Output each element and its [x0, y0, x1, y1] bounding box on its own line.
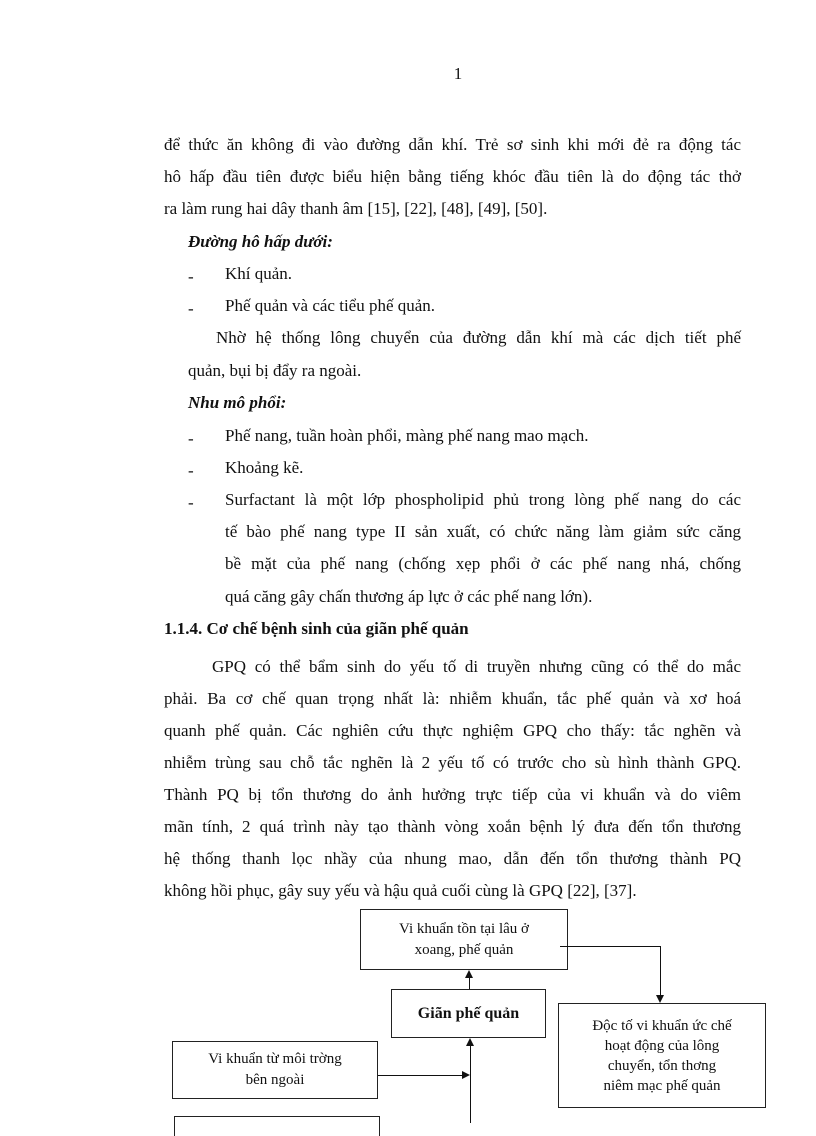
bullet-dash: -	[188, 299, 194, 318]
surfactant-line-4: quá căng gây chấn thương áp lực ở các phế nang lớn).	[225, 587, 593, 606]
page-number: 1	[453, 64, 463, 83]
box-top-line-2: xoang, phế quản	[414, 941, 514, 958]
box-right-line-1: Độc tố vi khuẩn ức chế	[592, 1017, 732, 1034]
para3-line-2: phải. Ba cơ chế quan trọng nhất là: nhiễm khuẩn, tắc phế quản và xơ hoá	[164, 689, 741, 708]
box-center-label: Giãn phế quản	[417, 1005, 520, 1022]
bullet-dash: -	[188, 267, 194, 286]
arrow-line	[378, 1075, 463, 1076]
para3-line-7: hệ thống thanh lọc nhầy của nhung mao, dẫn đến tổn thương thành PQ	[164, 849, 741, 868]
arrow-head-down	[656, 995, 664, 1003]
heading-lower-airway: Đường hô hấp dưới:	[188, 232, 333, 251]
section-heading: 1.1.4. Cơ chế bệnh sinh của giãn phế quản	[164, 619, 469, 638]
box-right-line-3: chuyển, tổn thơng	[607, 1057, 717, 1074]
lower-item-2: Phế quản và các tiểu phế quản.	[225, 296, 436, 315]
lower-item-1: Khí quản.	[225, 264, 293, 283]
bullet-dash: -	[188, 493, 194, 512]
arrow-line	[469, 977, 470, 989]
arrow-head-right	[462, 1071, 470, 1079]
arrow-line	[660, 946, 661, 996]
arrow-line	[470, 1046, 471, 1123]
diagram-box-bronchiectasis	[391, 989, 546, 1038]
diagram-box-external-bacteria	[172, 1041, 378, 1099]
para1-line-2: hô hấp đầu tiên được biểu hiện bằng tiếng khóc đầu tiên là do động tác thở	[164, 167, 741, 186]
para3-line-4: nhiễm trùng sau chỗ tắc nghẽn là 2 yếu tố có trước cho sù hình thành GPQ.	[164, 753, 741, 772]
nhu-item-2: Khoảng kẽ.	[225, 458, 304, 477]
para3-line-1: GPQ có thể bẩm sinh do yếu tố di truyền nhưng cũng có thể do mắc	[212, 657, 741, 676]
heading-parenchyma: Nhu mô phổi:	[188, 393, 287, 412]
box-left-line-2: bên ngoài	[245, 1072, 305, 1088]
para2-line-1: Nhờ hệ thống lông chuyển của đường dẫn khí mà các dịch tiết phế	[216, 328, 741, 347]
bullet-dash: -	[188, 461, 194, 480]
para3-line-3: quanh phế quản. Các nghiên cứu thực nghiệm GPQ cho thấy: tắc nghẽn và	[164, 721, 741, 740]
arrow-head-up	[465, 970, 473, 978]
para3-line-5: Thành PQ bị tổn thương do ảnh hưởng trực tiếp của vi khuẩn và do viêm	[164, 785, 741, 804]
nhu-item-1: Phế nang, tuần hoàn phổi, màng phế nang mao mạch.	[225, 426, 589, 445]
box-top-line-1: Vi khuẩn tồn tại lâu ở	[399, 920, 529, 937]
para3-line-6: mãn tính, 2 quá trình này tạo thành vòng xoắn bệnh lý đưa đến tổn thương	[164, 817, 741, 836]
diagram-box-toxins	[558, 1003, 766, 1108]
para1-line-3: ra làm rung hai dây thanh âm [15], [22], [48], [49], [50].	[164, 199, 548, 218]
surfactant-line-3: bề mặt của phế nang (chống xẹp phổi ở các phế nang nhá, chống	[225, 554, 741, 573]
diagram-box-partial	[174, 1116, 380, 1136]
para2-line-2: quản, bụi bị đẩy ra ngoài.	[188, 361, 362, 380]
arrow-head-up	[466, 1038, 474, 1046]
box-right-line-4: niêm mạc phế quản	[603, 1077, 721, 1094]
surfactant-line-1: Surfactant là một lớp phospholipid phủ trong lòng phế nang do các	[225, 490, 741, 509]
box-left-line-1: Vi khuẩn từ môi trờng	[208, 1051, 342, 1067]
bullet-dash: -	[188, 429, 194, 448]
box-right-line-2: hoạt động của lông	[604, 1037, 720, 1054]
diagram-box-persistent-bacteria	[360, 909, 568, 970]
para1-line-1: để thức ăn không đi vào đường dẫn khí. Trẻ sơ sinh khi mới đẻ ra động tác	[164, 135, 741, 154]
surfactant-line-2: tế bào phế nang type II sản xuất, có chức năng làm giảm sức căng	[225, 522, 741, 541]
para3-line-8: không hồi phục, gây suy yếu và hậu quả cuối cùng là GPQ [22], [37].	[164, 881, 637, 900]
arrow-line	[560, 946, 661, 947]
